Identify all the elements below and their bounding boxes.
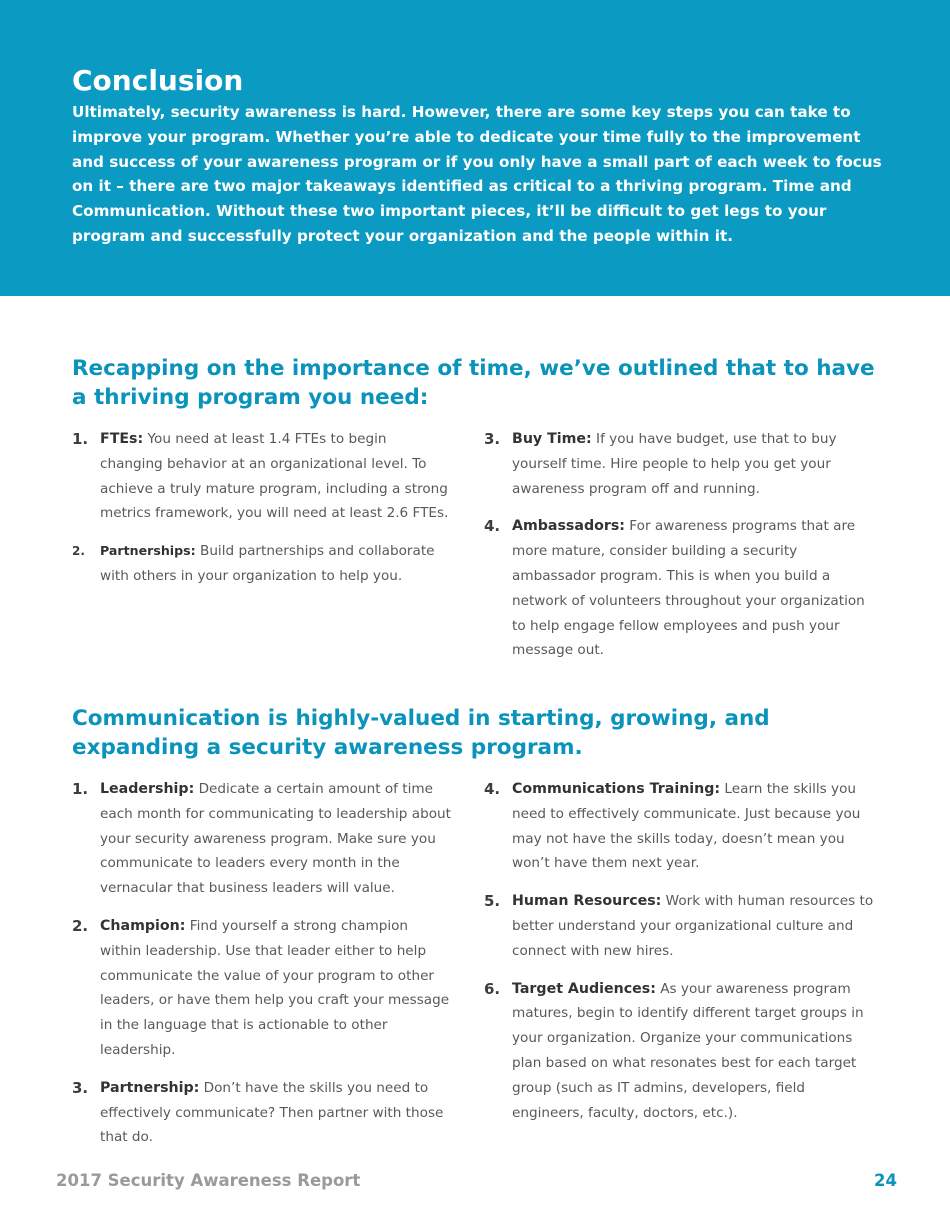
footer-report-title: 2017 Security Awareness Report <box>56 1171 361 1190</box>
list-item <box>484 977 876 1126</box>
list-item <box>72 777 452 901</box>
item-text: Build partnerships and collaborate with others in your organization to help you. <box>100 543 435 584</box>
list-item <box>484 777 876 876</box>
list-item <box>72 427 452 526</box>
item-number: 3. <box>484 430 501 448</box>
list-item <box>72 539 452 589</box>
list-item <box>484 427 876 501</box>
item-text: As your awareness program matures, begin to identify different target groups in your organization. Organize your communications plan based on what resonates best for each target group (such as IT admins, developers, field engineers, faculty, doctors, etc.). <box>512 980 864 1121</box>
communication-section-heading: Communication is highly-valued in starting, growing, and expanding a security awareness program. <box>72 706 770 760</box>
item-label: Target Audiences: <box>512 980 656 997</box>
page-number: 24 <box>874 1171 897 1190</box>
time-list-right <box>484 427 876 676</box>
list-item <box>72 1076 452 1150</box>
item-number: 4. <box>484 780 501 798</box>
item-label: Human Resources: <box>512 893 662 910</box>
item-number: 6. <box>484 979 501 998</box>
communication-list-right <box>484 777 876 1138</box>
item-text: Learn the skills you need to effectively communicate. Just because you may not have the skills today, doesn’t mean you won’t have them next year. <box>512 781 861 872</box>
item-label: Communications Training: <box>512 781 721 797</box>
item-text: Find yourself a strong champion within leadership. Use that leader either to help communicate the value of your program to other leaders, or have them help you craft your message in the language that is actionable to other leadership. <box>100 917 450 1058</box>
item-label: Partnerships: <box>100 543 196 559</box>
time-section-heading: Recapping on the importance of time, we’ve outlined that to have a thriving program you need: <box>72 356 875 410</box>
item-label: Champion: <box>100 917 186 934</box>
item-number: 1. <box>72 430 89 448</box>
item-text: If you have budget, use that to buy yourself time. Hire people to help you get your awareness program off and running. <box>512 431 837 497</box>
item-number: 1. <box>72 780 89 798</box>
list-item <box>484 889 876 963</box>
item-number: 2. <box>72 916 89 935</box>
item-text: You need at least 1.4 FTEs to begin changing behavior at an organizational level. To achieve a truly mature program, including a strong metrics framework, you will need at least 2.6 FTEs. <box>100 431 449 522</box>
item-label: Leadership: <box>100 781 195 797</box>
conclusion-body: Ultimately, security awareness is hard. However, there are some key steps you can take to improve your program. Whether you’re able to dedicate your time fully to the improvement and success of your awareness program or if you only have a small part of each week to focus on it – there are two major takeaways identified as critical to a thriving program. Time and Communication. Without these two important pieces, it’ll be difficult to get legs to your program and successfully protect your organization and the people within it. <box>72 103 882 245</box>
list-item <box>72 914 452 1063</box>
item-text: For awareness programs that are more mature, consider building a security ambassador program. This is when you build a network of volunteers throughout your organization to help engage fellow employees and push your message out. <box>512 518 865 659</box>
item-number: 5. <box>484 892 501 911</box>
communication-list-left <box>72 777 452 1163</box>
conclusion-banner <box>0 0 950 296</box>
item-number: 4. <box>484 517 501 536</box>
item-label: FTEs: <box>100 431 144 447</box>
conclusion-title: Conclusion <box>72 64 244 97</box>
item-text: Don’t have the skills you need to effectively communicate? Then partner with those that do. <box>100 1079 444 1146</box>
item-number: 2. <box>72 544 85 559</box>
item-label: Buy Time: <box>512 431 592 447</box>
list-item <box>484 514 876 663</box>
item-label: Ambassadors: <box>512 518 625 535</box>
item-text: Work with human resources to better understand your organizational culture and connect with new hires. <box>512 893 874 959</box>
item-label: Partnership: <box>100 1079 200 1096</box>
item-number: 3. <box>72 1078 89 1097</box>
item-text: Dedicate a certain amount of time each month for communicating to leadership about your security awareness program. Make sure you communicate to leaders every month in the vernacular that business leaders will value. <box>100 781 451 897</box>
time-list-left <box>72 427 452 602</box>
